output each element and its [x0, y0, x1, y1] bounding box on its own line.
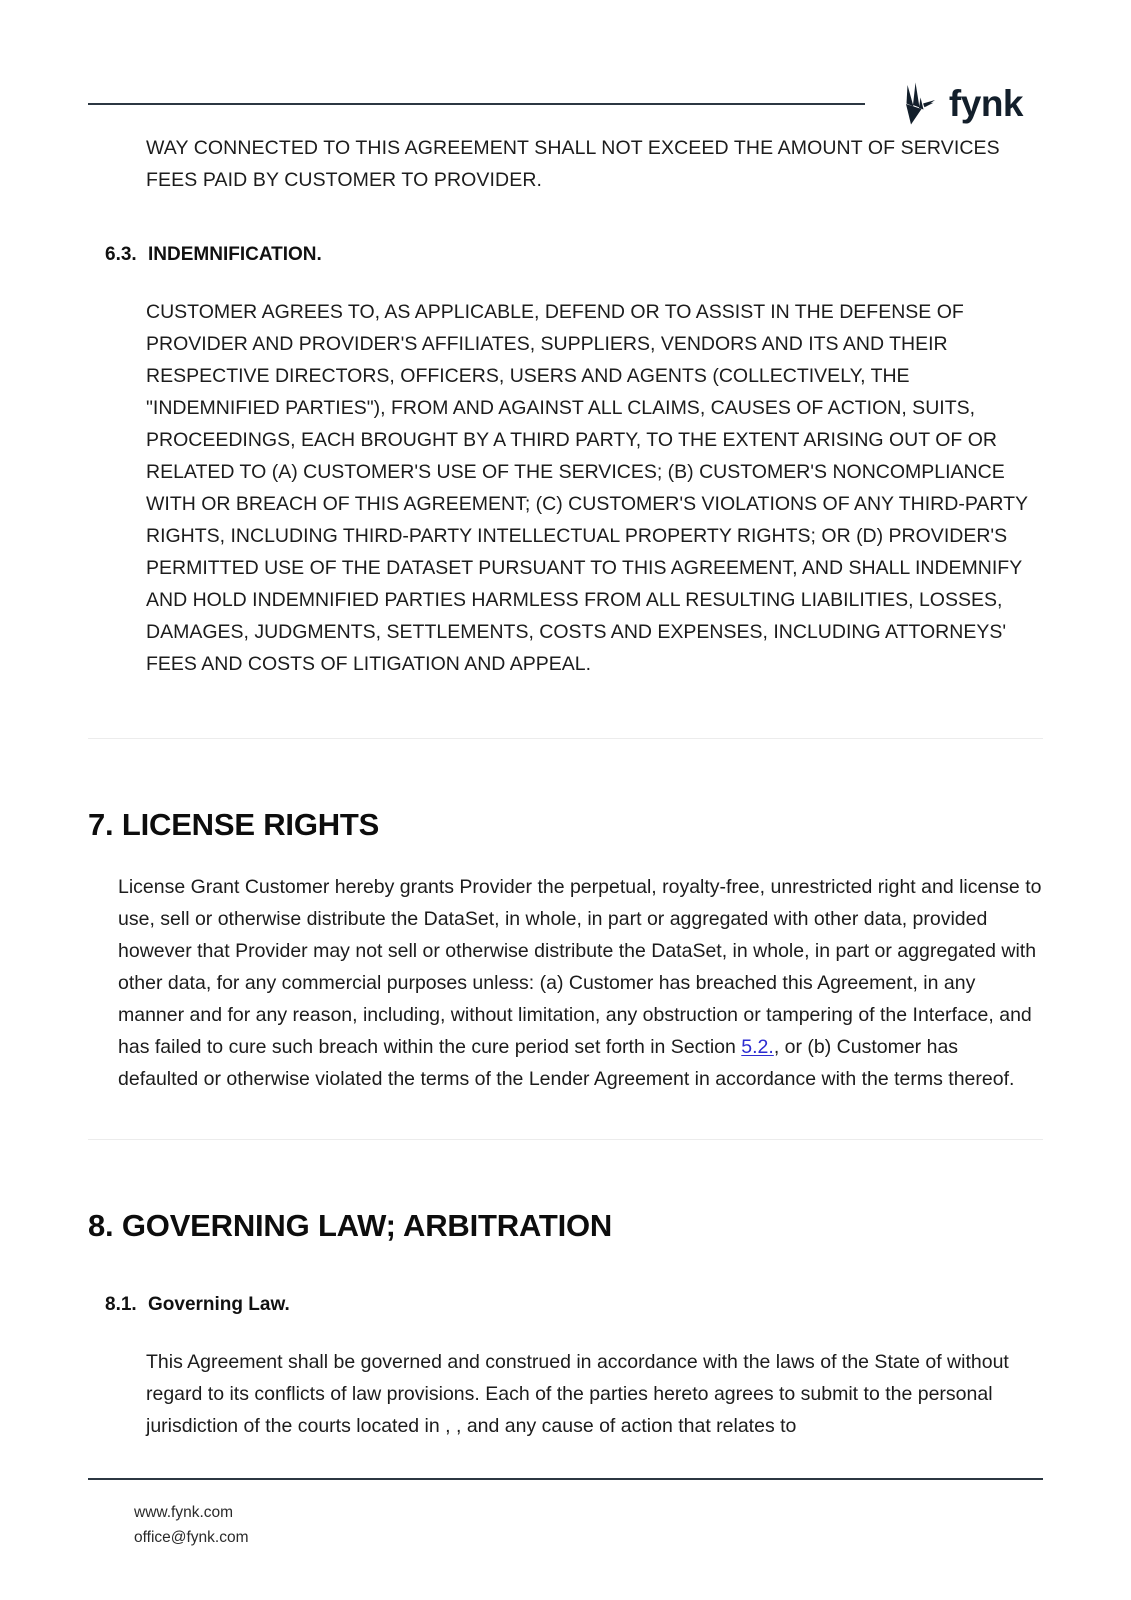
spacer: [88, 1246, 1043, 1290]
spacer: [88, 1320, 1043, 1346]
clause-body-8-1: This Agreement shall be governed and construed in accordance with the laws of the State of without regard to its conflicts of law provisions. Each of the parties hereto agrees to submit to the personal jurisdiction of the courts located in , , and any cause of action that relates to: [146, 1351, 1009, 1437]
clause-body-6-3: CUSTOMER AGREES TO, AS APPLICABLE, DEFEND OR TO ASSIST IN THE DEFENSE OF PROVIDER AND PROVIDER'S AFFILIATES, SUPPLIERS, VENDORS AND ITS AND THEIR RESPECTIVE DIRECTORS, OFFICERS, USERS AND AGENTS (COLLECTIVELY, THE "INDEMNIFIED PARTIES"), FROM AND AGAINST ALL CLAIMS, CAUSES OF ACTION, SUITS, PROCEEDINGS, EACH BROUGHT BY A THIRD PARTY, TO THE EXTENT ARISING OUT OF OR RELATED TO (A) CUSTOMER'S USE OF THE SERVICES; (B) CUSTOMER'S NONCOMPLIANCE WITH OR BREACH OF THIS AGREEMENT; (C) CUSTOMER'S VIOLATIONS OF ANY THIRD-PARTY RIGHTS, INCLUDING THIRD-PARTY INTELLECTUAL PROPERTY RIGHTS; OR (D) PROVIDER'S PERMITTED USE OF THE DATASET PURSUANT TO THIS AGREEMENT, AND SHALL INDEMNIFY AND HOLD INDEMNIFIED PARTIES HARMLESS FROM ALL RESULTING LIABILITIES, LOSSES, DAMAGES, JUDGMENTS, SETTLEMENTS, COSTS AND EXPENSES, INCLUDING ATTORNEYS' FEES AND COSTS OF LITIGATION AND APPEAL.: [146, 301, 1028, 675]
section-body-7: [88, 871, 1043, 1095]
clause-number: 6.3.: [105, 244, 137, 265]
section-7-text-part-2: , or (b) Customer has defaulted or otherwise violated the terms of the Lender Agreement in accordance with the terms thereof.: [118, 1036, 1015, 1090]
page-header: [88, 70, 1023, 136]
footer-contact: [88, 1500, 1043, 1550]
brand-name: fynk: [948, 82, 1023, 124]
spacer: [88, 196, 1043, 240]
spacer: [88, 1140, 1043, 1206]
spacer: [88, 270, 1043, 296]
section-7-text-part-1: License Grant Customer hereby grants Provider the perpetual, royalty-free, unrestricted right and license to use, sell or otherwise distribute the DataSet, in whole, in part or aggregated with other data, provided however that Provider may not sell or otherwise distribute the DataSet, in whole, in part or aggregated with other data, for any commercial purposes unless: (a) Customer has breached this Agreement, in any manner and for any reason, including, without limitation, any obstruction or tampering of the Interface, and has failed to cure such breach within the cure period set forth in Section: [118, 876, 1042, 1058]
clause-title: INDEMNIFICATION.: [148, 244, 322, 265]
clause-number: 8.1.: [105, 1294, 137, 1315]
section-title-7: 7. LICENSE RIGHTS: [88, 807, 380, 842]
clause-heading-8-1: [88, 1290, 1043, 1320]
spacer: [88, 845, 1043, 871]
brand-lockup: [893, 79, 1023, 127]
header-rule: [88, 103, 865, 105]
footer-rule: [88, 1478, 1043, 1480]
footer-email[interactable]: office@fynk.com: [134, 1529, 249, 1546]
spacer: [88, 680, 1043, 738]
document-content: [88, 132, 1043, 1442]
spacer: [88, 739, 1043, 805]
section-reference-link[interactable]: 5.2.: [741, 1036, 774, 1058]
clause-heading-6-3: [88, 240, 1043, 270]
continued-paragraph: WAY CONNECTED TO THIS AGREEMENT SHALL NOT EXCEED THE AMOUNT OF SERVICES FEES PAID BY CUSTOMER TO PROVIDER.: [146, 137, 1000, 191]
page-footer: [88, 1478, 1043, 1550]
clause-title: Governing Law.: [148, 1294, 290, 1315]
origami-bird-icon: [893, 79, 939, 127]
footer-website[interactable]: www.fynk.com: [134, 1504, 234, 1521]
section-title-8: 8. GOVERNING LAW; ARBITRATION: [88, 1208, 613, 1243]
spacer: [88, 1095, 1043, 1139]
